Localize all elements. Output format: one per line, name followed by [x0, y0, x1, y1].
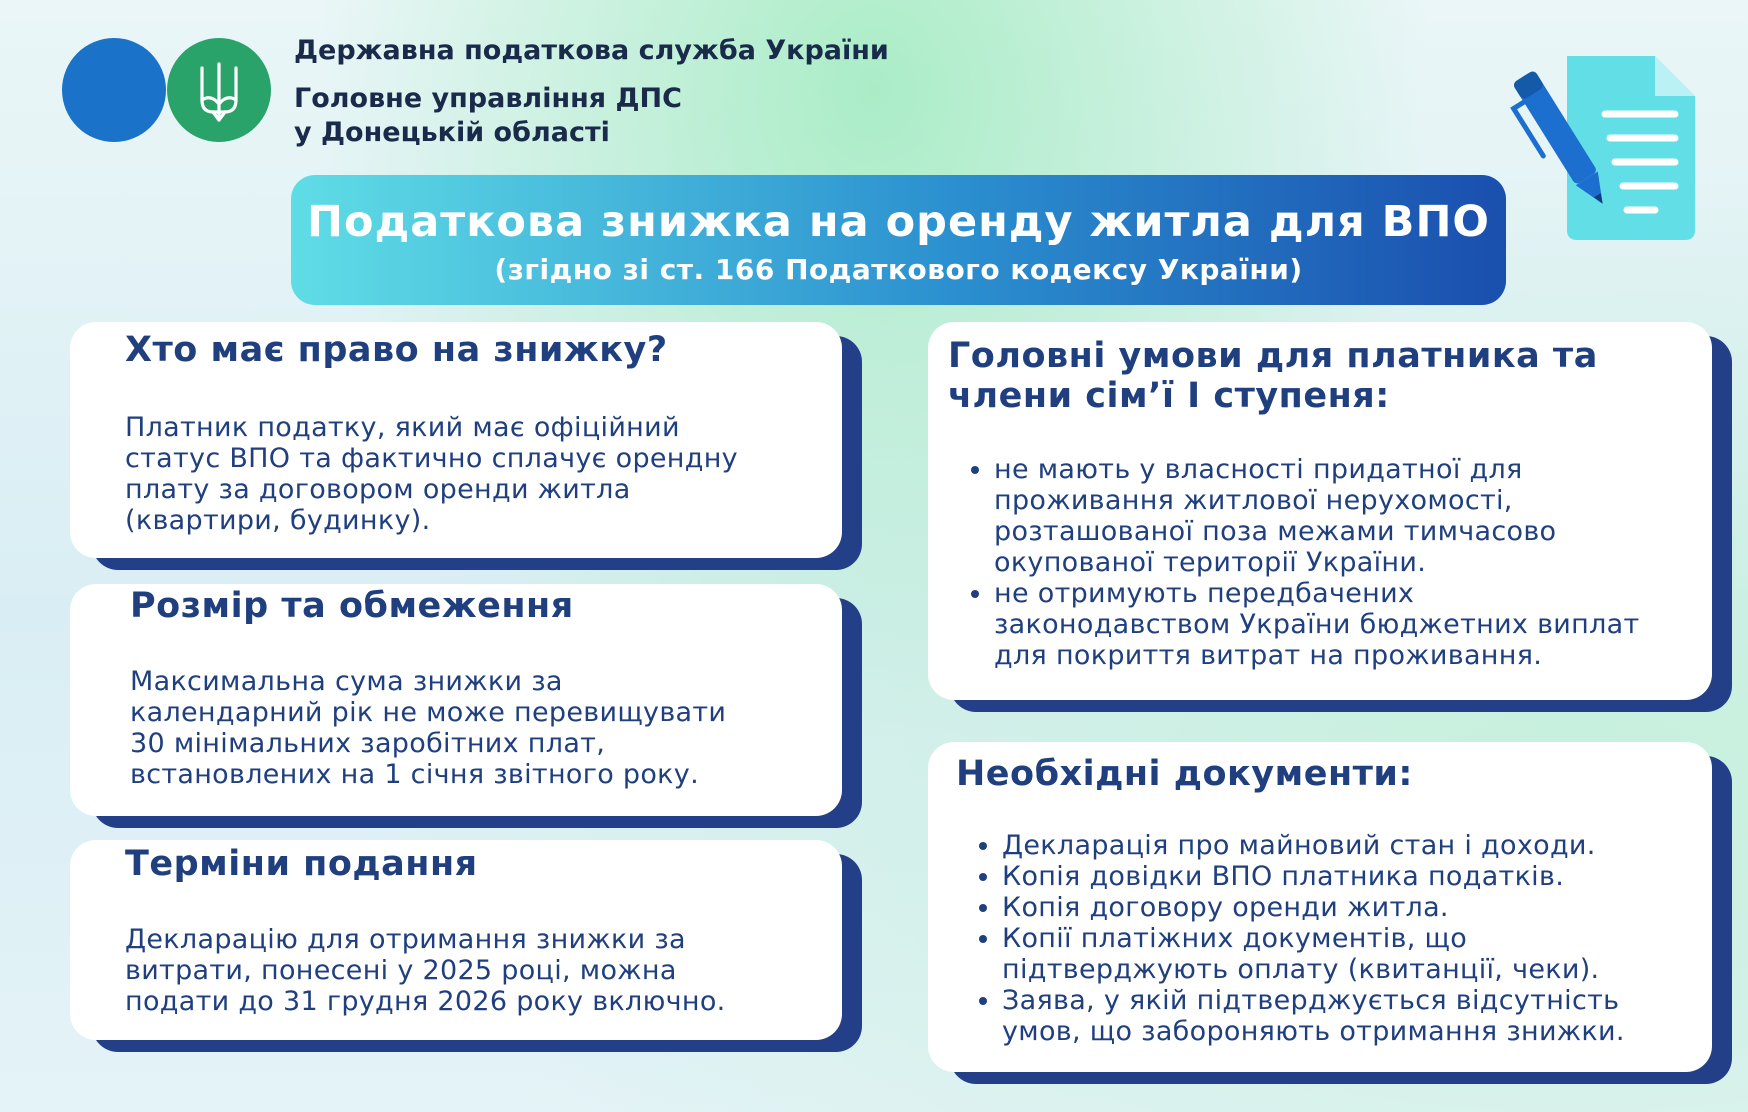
text-line: плату за договором оренди житла — [125, 474, 631, 505]
card-body — [928, 742, 1712, 1072]
org-department-line1: Головне управління ДПС — [294, 83, 682, 114]
limits-text — [130, 666, 726, 790]
document-pen-icon — [1505, 44, 1705, 244]
list-item — [1002, 861, 1625, 892]
text-line: • не мають у власності придатної для — [994, 454, 1523, 485]
documents-card — [928, 742, 1712, 1072]
text-line: витрати, понесені у 2025 році, можна — [125, 955, 677, 986]
documents-title: Необхідні документи: — [956, 754, 1413, 794]
eligibility-card — [70, 322, 842, 558]
trident-icon — [167, 38, 271, 142]
conditions-card — [928, 322, 1712, 700]
text-line: окупованої території України. — [994, 547, 1427, 578]
text-line: (квартири, будинку). — [125, 505, 431, 536]
card-body — [928, 322, 1712, 700]
deadlines-card — [70, 840, 842, 1040]
page-title: Податкова знижка на оренду житла для ВПО — [307, 197, 1490, 247]
text-line: встановлених на 1 січня звітного року. — [130, 759, 699, 790]
list-item — [1002, 830, 1625, 861]
eligibility-text — [125, 412, 738, 536]
conditions-title — [948, 336, 1598, 416]
org-department-line2: у Донецькій області — [294, 117, 610, 148]
list-item — [1002, 985, 1625, 1047]
deadlines-title: Терміни подання — [125, 844, 478, 884]
text-line: • Копії платіжних документів, що — [1002, 923, 1468, 954]
card-body — [70, 584, 842, 816]
title-line: Головні умови для платника та — [948, 336, 1598, 376]
text-line: Платник податку, який має офіційний — [125, 412, 680, 443]
text-line: статус ВПО та фактично сплачує орендну — [125, 443, 738, 474]
limits-title: Розмір та обмеження — [130, 586, 574, 626]
logo-green-circle — [167, 38, 271, 142]
text-line: • не отримують передбачених — [994, 578, 1415, 609]
text-line: підтверджують оплату (квитанції, чеки). — [1002, 954, 1600, 985]
org-name: Державна податкова служба України — [294, 35, 889, 66]
card-body — [70, 322, 842, 558]
text-line: • Копія договору оренди житла. — [1002, 892, 1449, 923]
title-banner — [291, 175, 1506, 305]
text-line: подати до 31 грудня 2026 року включно. — [125, 986, 726, 1017]
limits-card — [70, 584, 842, 816]
conditions-list — [948, 454, 1640, 671]
text-line: для покриття витрат на проживання. — [994, 640, 1543, 671]
text-line: розташованої поза межами тимчасово — [994, 516, 1557, 547]
text-line: Декларацію для отримання знижки за — [125, 924, 686, 955]
text-line: законодавством України бюджетних виплат — [994, 609, 1640, 640]
text-line: Максимальна сума знижки за — [130, 666, 563, 697]
text-line: • Копія довідки ВПО платника податків. — [1002, 861, 1565, 892]
card-body — [70, 840, 842, 1040]
text-line: календарний рік не може перевищувати — [130, 697, 727, 728]
list-item — [994, 578, 1640, 671]
text-line: • Заява, у якій підтверджується відсутність — [1002, 985, 1620, 1016]
text-line: проживання житлової нерухомості, — [994, 485, 1513, 516]
text-line: умов, що забороняють отримання знижки. — [1002, 1016, 1625, 1047]
text-line: 30 мінімальних заробітних плат, — [130, 728, 606, 759]
documents-list — [956, 830, 1625, 1047]
logo-blue-circle — [62, 38, 166, 142]
list-item — [994, 454, 1640, 578]
eligibility-title: Хто має право на знижку? — [125, 330, 668, 370]
text-line: • Декларація про майновий стан і доходи. — [1002, 830, 1596, 861]
list-item — [1002, 923, 1625, 985]
page-subtitle: (згідно зі ст. 166 Податкового кодексу України) — [494, 253, 1303, 286]
list-item — [1002, 892, 1625, 923]
title-line: члени сім’ї І ступеня: — [948, 376, 1390, 416]
deadlines-text — [125, 924, 726, 1017]
